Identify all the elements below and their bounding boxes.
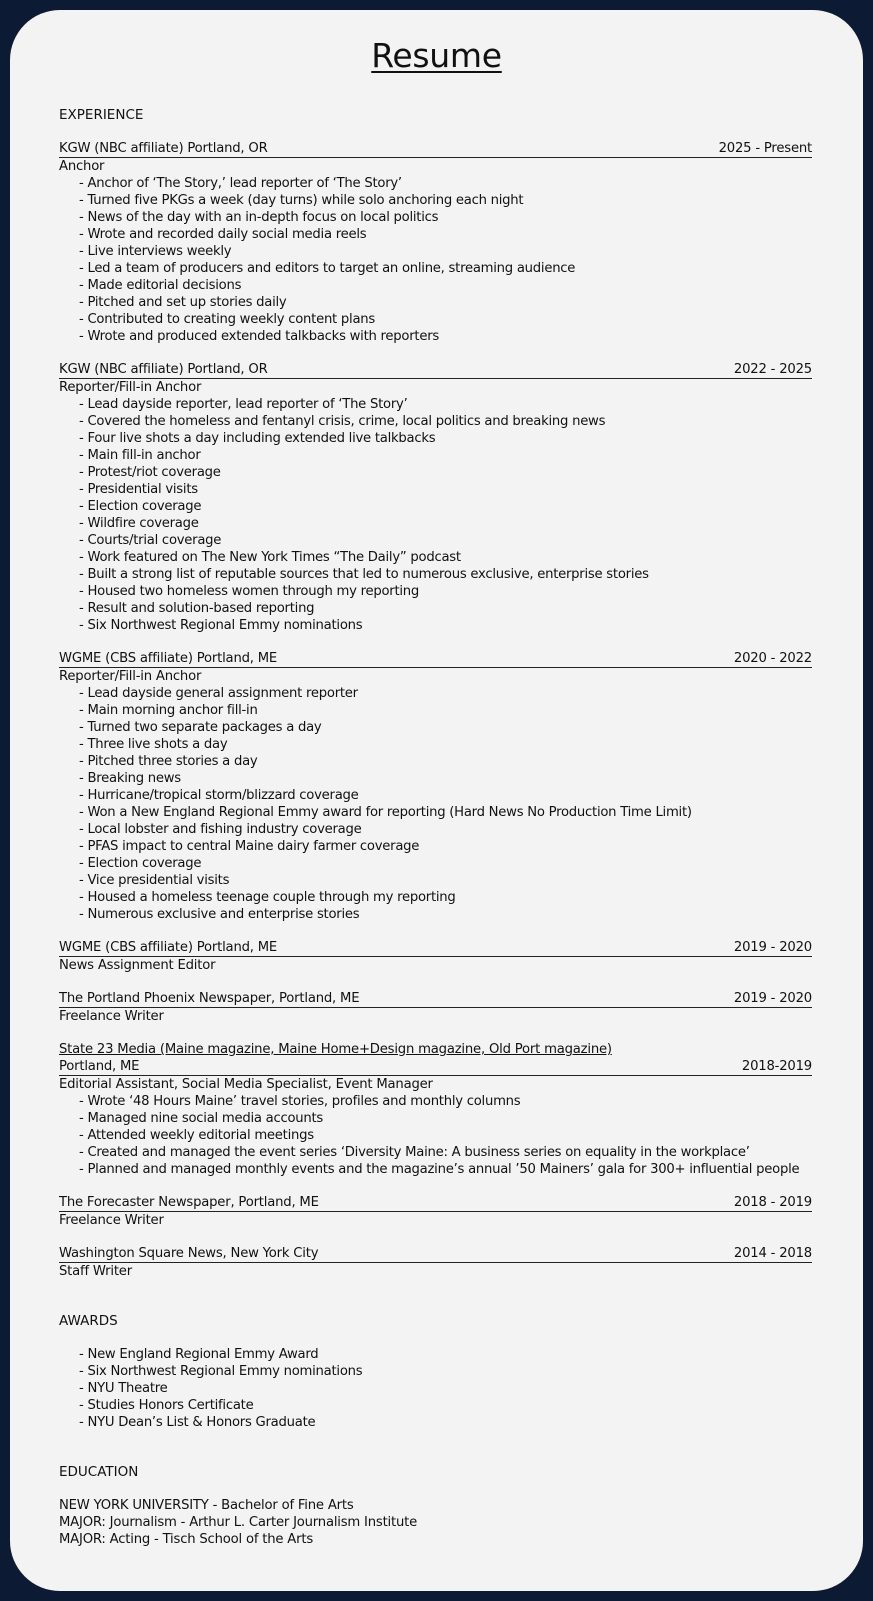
bullet-item: - PFAS impact to central Maine dairy farmer coverage — [79, 838, 812, 855]
bullet-item: - Led a team of producers and editors to target an online, streaming audience — [79, 260, 812, 277]
bullet-item: - Four live shots a day including extended live talkbacks — [79, 430, 812, 447]
job-dates: 2022 - 2025 — [733, 362, 812, 377]
job-organization: The Portland Phoenix Newspaper, Portland, ME — [59, 991, 360, 1006]
job-entry — [59, 1041, 812, 1178]
award-item: - New England Regional Emmy Award — [79, 1346, 812, 1363]
job-bullets — [59, 175, 812, 345]
bullet-item: - Breaking news — [79, 770, 812, 787]
bullet-item: - News of the day with an in-depth focus on local politics — [79, 209, 812, 226]
job-entry — [59, 650, 812, 923]
education-degree: NEW YORK UNIVERSITY - Bachelor of Fine Arts — [59, 1498, 354, 1513]
job-role: Anchor — [59, 159, 105, 174]
education-major: MAJOR: Acting - Tisch School of the Arts — [59, 1532, 313, 1547]
job-header — [59, 1245, 812, 1263]
job-entry — [59, 361, 812, 634]
education-major: MAJOR: Journalism - Arthur L. Carter Journalism Institute — [59, 1515, 418, 1530]
job-entry — [59, 1245, 812, 1280]
bullet-item: - Won a New England Regional Emmy award for reporting (Hard News No Production Time Limit) — [79, 804, 812, 821]
bullet-item: - Turned five PKGs a week (day turns) while solo anchoring each night — [79, 192, 812, 209]
job-dates: 2018-2019 — [741, 1059, 812, 1074]
job-header — [59, 650, 812, 668]
job-role: Staff Writer — [59, 1264, 132, 1279]
education-heading: EDUCATION — [59, 1464, 139, 1480]
bullet-item: - Six Northwest Regional Emmy nominations — [79, 617, 812, 634]
bullet-item: - Election coverage — [79, 855, 812, 872]
job-header — [59, 939, 812, 957]
resume-content — [59, 107, 812, 1548]
job-organization: Portland, ME — [59, 1059, 140, 1074]
bullet-item: - Wrote ‘48 Hours Maine’ travel stories, profiles and monthly columns — [79, 1093, 812, 1110]
award-item: - Six Northwest Regional Emmy nominations — [79, 1363, 812, 1380]
bullet-item: - Built a strong list of reputable sources that led to numerous exclusive, enterprise stories — [79, 566, 812, 583]
job-organization: The Forecaster Newspaper, Portland, ME — [59, 1195, 319, 1210]
job-dates: 2018 - 2019 — [733, 1195, 812, 1210]
page-title: Resume — [371, 36, 502, 75]
bullet-item: - Courts/trial coverage — [79, 532, 812, 549]
job-role: Reporter/Fill-in Anchor — [59, 669, 202, 684]
bullet-item: - Live interviews weekly — [79, 243, 812, 260]
bullet-item: - Hurricane/tropical storm/blizzard coverage — [79, 787, 812, 804]
job-dates: 2014 - 2018 — [733, 1246, 812, 1261]
bullet-item: - Pitched three stories a day — [79, 753, 812, 770]
job-dates: 2019 - 2020 — [733, 940, 812, 955]
bullet-item: - Election coverage — [79, 498, 812, 515]
bullet-item: - Housed two homeless women through my reporting — [79, 583, 812, 600]
bullet-item: - Attended weekly editorial meetings — [79, 1127, 812, 1144]
job-entry — [59, 939, 812, 974]
job-bullets — [59, 1093, 812, 1178]
job-role: Freelance Writer — [59, 1213, 164, 1228]
bullet-item: - Protest/riot coverage — [79, 464, 812, 481]
bullet-item: - Main morning anchor fill-in — [79, 702, 812, 719]
bullet-item: - Turned two separate packages a day — [79, 719, 812, 736]
bullet-item: - Lead dayside reporter, lead reporter of ‘The Story’ — [79, 396, 812, 413]
bullet-item: - Local lobster and fishing industry coverage — [79, 821, 812, 838]
job-entry — [59, 1194, 812, 1229]
bullet-item: - Vice presidential visits — [79, 872, 812, 889]
job-bullets — [59, 685, 812, 923]
job-organization: WGME (CBS affiliate) Portland, ME — [59, 651, 278, 666]
awards-heading: AWARDS — [59, 1313, 118, 1329]
job-organization: Washington Square News, New York City — [59, 1246, 319, 1261]
job-dates: 2020 - 2022 — [733, 651, 812, 666]
job-role: Freelance Writer — [59, 1009, 164, 1024]
bullet-item: - Made editorial decisions — [79, 277, 812, 294]
bullet-item: - Result and solution-based reporting — [79, 600, 812, 617]
job-entry — [59, 990, 812, 1025]
experience-heading: EXPERIENCE — [59, 107, 144, 123]
job-role: News Assignment Editor — [59, 958, 216, 973]
award-item: - NYU Theatre — [79, 1380, 812, 1397]
job-header — [59, 1058, 812, 1076]
job-role: Editorial Assistant, Social Media Specialist, Event Manager — [59, 1077, 433, 1092]
job-organization-line: State 23 Media (Maine magazine, Maine Home+Design magazine, Old Port magazine) — [59, 1042, 612, 1057]
job-organization: KGW (NBC affiliate) Portland, OR — [59, 141, 268, 156]
awards-list — [59, 1346, 812, 1431]
bullet-item: - Contributed to creating weekly content plans — [79, 311, 812, 328]
bullet-item: - Wildfire coverage — [79, 515, 812, 532]
bullet-item: - Wrote and produced extended talkbacks with reporters — [79, 328, 812, 345]
award-item: - Studies Honors Certificate — [79, 1397, 812, 1414]
bullet-item: - Covered the homeless and fentanyl crisis, crime, local politics and breaking news — [79, 413, 812, 430]
job-role: Reporter/Fill-in Anchor — [59, 380, 202, 395]
job-organization: KGW (NBC affiliate) Portland, OR — [59, 362, 268, 377]
bullet-item: - Three live shots a day — [79, 736, 812, 753]
bullet-item: - Numerous exclusive and enterprise stories — [79, 906, 812, 923]
bullet-item: - Managed nine social media accounts — [79, 1110, 812, 1127]
bullet-item: - Main fill-in anchor — [79, 447, 812, 464]
bullet-item: - Anchor of ‘The Story,’ lead reporter of ‘The Story’ — [79, 175, 812, 192]
job-dates: 2019 - 2020 — [733, 991, 812, 1006]
job-bullets — [59, 396, 812, 634]
bullet-item: - Planned and managed monthly events and the magazine’s annual ’50 Mainers’ gala for 300+ influential people — [79, 1161, 812, 1178]
job-organization: WGME (CBS affiliate) Portland, ME — [59, 940, 278, 955]
job-header — [59, 1194, 812, 1212]
bullet-item: - Lead dayside general assignment reporter — [79, 685, 812, 702]
bullet-item: - Work featured on The New York Times “The Daily” podcast — [79, 549, 812, 566]
job-dates: 2025 - Present — [718, 141, 812, 156]
job-header — [59, 361, 812, 379]
bullet-item: - Housed a homeless teenage couple through my reporting — [79, 889, 812, 906]
bullet-item: - Pitched and set up stories daily — [79, 294, 812, 311]
job-header — [59, 140, 812, 158]
bullet-item: - Presidential visits — [79, 481, 812, 498]
award-item: - NYU Dean’s List & Honors Graduate — [79, 1414, 812, 1431]
job-entry — [59, 140, 812, 345]
bullet-item: - Wrote and recorded daily social media reels — [79, 226, 812, 243]
job-header — [59, 990, 812, 1008]
bullet-item: - Created and managed the event series ‘Diversity Maine: A business series on equality in the workplace’ — [79, 1144, 812, 1161]
